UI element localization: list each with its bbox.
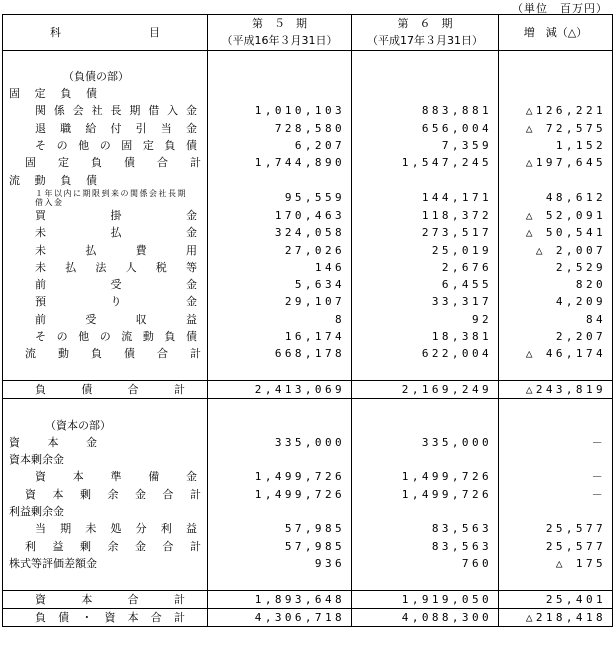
cell-p6: 335,000 [352,434,499,451]
header-period6-date: （平成17年３月31日） [352,32,499,50]
row-label: 未 払 金 [3,224,208,241]
table-row [3,468,613,485]
row-label: 流 動 負 債 [3,172,208,189]
cell-p6 [352,68,499,85]
row-label: 資本剰余金 [3,451,208,468]
row-label: 資 本 準 備 金 [3,468,208,485]
cell-p6 [352,85,499,102]
cell-chg: 25,577 [499,538,613,555]
row-label: 利 益 剰 余 金 合 計 [3,538,208,555]
cell-p5: 27,026 [208,242,352,259]
cell-p5: 5,634 [208,276,352,293]
cell-chg [499,68,613,85]
header-period6: 第 ６ 期 [352,15,499,33]
row-label: 前 受 収 益 [3,311,208,328]
row-label: 負 債 ・ 資 本 合 計 [3,608,208,626]
row-label: 固 定 負 債 [3,85,208,102]
cell-p5: 6,207 [208,137,352,154]
cell-p6 [352,417,499,434]
cell-p5: 668,178 [208,345,352,362]
cell-p5 [208,451,352,468]
row-label: １年以内に期限到来の関係会社長期借入金 [3,189,208,207]
cell-p5: 728,580 [208,120,352,137]
cell-p5: 57,985 [208,538,352,555]
cell-chg: 25,577 [499,520,613,537]
cell-p6: 1,919,050 [352,590,499,608]
cell-chg [499,451,613,468]
cell-chg: 48,612 [499,189,613,207]
row-label: 買 掛 金 [3,207,208,224]
cell-p6: 92 [352,311,499,328]
cell-chg [499,172,613,189]
cell-chg: △197,645 [499,154,613,171]
cell-p5 [208,417,352,434]
cell-p5: 146 [208,259,352,276]
table-row [3,207,613,224]
cell-p5: 170,463 [208,207,352,224]
row-label: 未 払 費 用 [3,242,208,259]
cell-p6: 4,088,300 [352,608,499,626]
cell-p6: 1,499,726 [352,468,499,485]
group-earned-surplus [3,503,613,520]
row-label: 利益剰余金 [3,503,208,520]
cell-p6: 273,517 [352,224,499,241]
table-row [3,120,613,137]
group-capital-surplus [3,451,613,468]
row-label: （資本の部） [3,417,208,434]
cell-chg: 25,401 [499,590,613,608]
row-label: 資 本 剰 余 金 合 計 [3,486,208,503]
cell-p5: 1,499,726 [208,468,352,485]
row-label: そ の 他 の 流 動 負 債 [3,328,208,345]
row-label: そ の 他 の 固 定 負 債 [3,137,208,154]
cell-p6 [352,503,499,520]
spacer-row [3,399,613,417]
row-label: 預 り 金 [3,293,208,310]
cell-p6: 6,455 [352,276,499,293]
spacer-row [3,363,613,381]
cell-chg: 4,209 [499,293,613,310]
cell-chg [499,85,613,102]
subtotal-row [3,345,613,362]
cell-chg: △243,819 [499,380,613,398]
header-change: 増 減（△） [499,15,613,51]
cell-chg: △ 72,575 [499,120,613,137]
cell-p5 [208,68,352,85]
cell-p5 [208,85,352,102]
cell-p5: 335,000 [208,434,352,451]
cell-chg: △218,418 [499,608,613,626]
cell-p6 [352,451,499,468]
cell-p6: 2,169,249 [352,380,499,398]
table-row [3,259,613,276]
cell-p5: 57,985 [208,520,352,537]
cell-p5 [208,503,352,520]
cell-chg: △ 50,541 [499,224,613,241]
cell-p5: 16,174 [208,328,352,345]
cell-p5: 324,058 [208,224,352,241]
table-row [3,224,613,241]
row-label: 未 払 法 人 税 等 [3,259,208,276]
cell-p5: 1,010,103 [208,102,352,119]
balance-sheet-table [2,14,613,627]
cell-p5: 1,744,890 [208,154,352,171]
table-body [3,50,613,627]
section-liabilities [3,68,613,85]
cell-p6: 18,381 [352,328,499,345]
table-row [3,555,613,572]
cell-chg: － [499,468,613,485]
cell-p6: 83,563 [352,538,499,555]
table-row [3,189,613,207]
table-row [3,137,613,154]
cell-p6: 118,372 [352,207,499,224]
cell-p6: 1,499,726 [352,486,499,503]
header-kamoku: 科 目 [3,15,208,51]
cell-p6: 144,171 [352,189,499,207]
cell-p6: 7,359 [352,137,499,154]
table-row [3,293,613,310]
row-label: 関 係 会 社 長 期 借 入 金 [3,102,208,119]
table-row [3,328,613,345]
cell-p5: 29,107 [208,293,352,310]
unit-label: （単位 百万円） [512,2,608,15]
cell-p5: 936 [208,555,352,572]
section-capital [3,417,613,434]
row-label: 負 債 合 計 [3,380,208,398]
row-label: 前 受 金 [3,276,208,293]
subtotal-row [3,486,613,503]
spacer-row [3,50,613,68]
cell-p6: 2,676 [352,259,499,276]
cell-chg: △ 175 [499,555,613,572]
cell-chg: 2,207 [499,328,613,345]
cell-p5: 4,306,718 [208,608,352,626]
cell-p6: 25,019 [352,242,499,259]
header-period5: 第 ５ 期 [208,15,352,33]
cell-p6: 1,547,245 [352,154,499,171]
cell-p6: 83,563 [352,520,499,537]
row-label: 流 動 負 債 合 計 [3,345,208,362]
cell-chg: △ 46,174 [499,345,613,362]
header-period5-date: （平成16年３月31日） [208,32,352,50]
cell-chg: △ 2,007 [499,242,613,259]
cell-chg: 820 [499,276,613,293]
cell-p6: 760 [352,555,499,572]
grand-total-row [3,608,613,626]
row-label: 資 本 金 [3,434,208,451]
cell-chg: △ 52,091 [499,207,613,224]
cell-p6: 656,004 [352,120,499,137]
cell-p5: 2,413,069 [208,380,352,398]
cell-p6: 33,317 [352,293,499,310]
cell-p5: 95,559 [208,189,352,207]
cell-p6 [352,172,499,189]
cell-p5: 1,893,648 [208,590,352,608]
row-label: 株式等評価差額金 [3,555,208,572]
row-label: （負債の部） [3,68,208,85]
row-label: 当 期 未 処 分 利 益 [3,520,208,537]
cell-chg: 1,152 [499,137,613,154]
header-row-top [3,15,613,33]
cell-chg: 2,529 [499,259,613,276]
subtotal-row [3,538,613,555]
table-row [3,520,613,537]
table-row [3,242,613,259]
cell-p6: 622,004 [352,345,499,362]
cell-chg: 84 [499,311,613,328]
cell-p5: 1,499,726 [208,486,352,503]
cell-p5 [208,172,352,189]
group-current-liabilities [3,172,613,189]
subtotal-row [3,154,613,171]
table-row [3,434,613,451]
cell-p5: 8 [208,311,352,328]
spacer-row [3,572,613,590]
cell-chg: △126,221 [499,102,613,119]
table-row [3,276,613,293]
table-row [3,102,613,119]
cell-chg: － [499,434,613,451]
row-label: 退 職 給 付 引 当 金 [3,120,208,137]
cell-chg: － [499,486,613,503]
group-fixed-liabilities [3,85,613,102]
cell-p6: 883,881 [352,102,499,119]
cell-chg [499,503,613,520]
total-row-capital [3,590,613,608]
total-row-liabilities [3,380,613,398]
cell-chg [499,417,613,434]
row-label: 固 定 負 債 合 計 [3,154,208,171]
row-label: 資 本 合 計 [3,590,208,608]
table-row [3,311,613,328]
